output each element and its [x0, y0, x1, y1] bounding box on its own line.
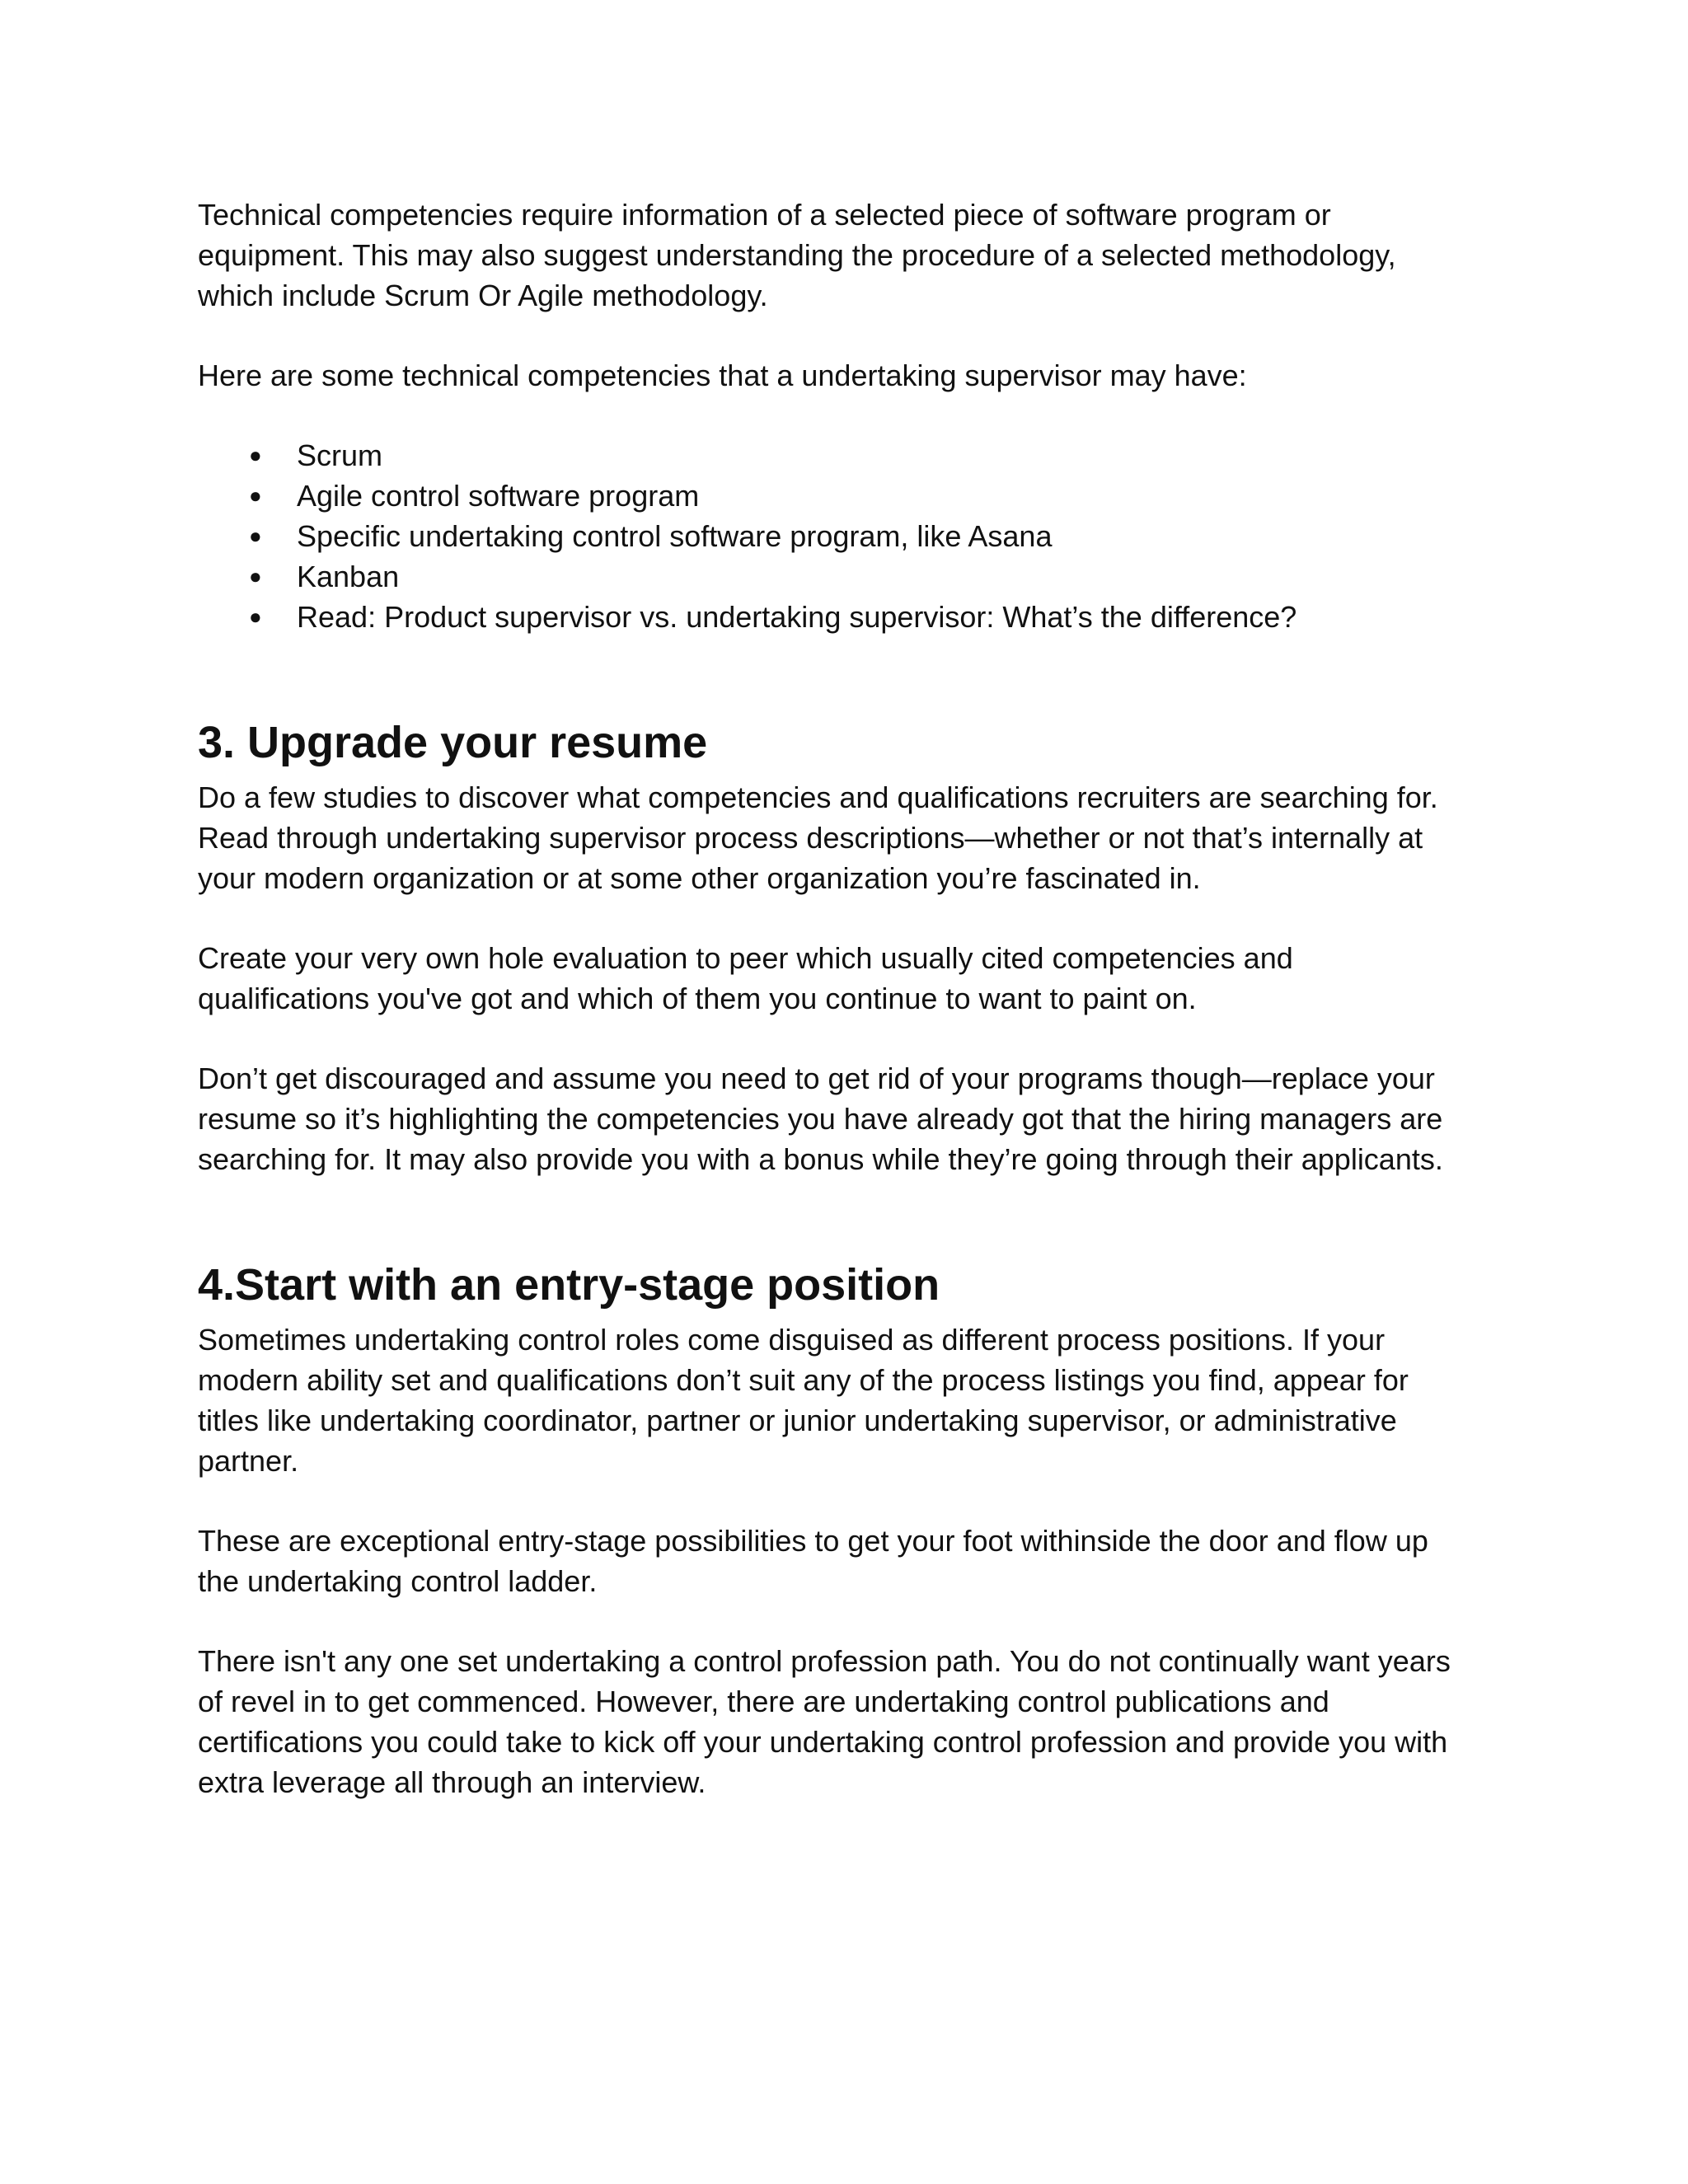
- spacer: [198, 898, 1484, 938]
- spacer: [198, 1019, 1484, 1058]
- list-item: [198, 597, 1484, 637]
- list-item: [198, 435, 1484, 476]
- competency-list: [198, 435, 1484, 637]
- bullet-icon: ●: [249, 443, 262, 467]
- list-item-text: Specific undertaking control software program, like Asana: [297, 519, 1053, 553]
- bullet-icon: ●: [249, 523, 262, 548]
- bullet-icon: ●: [249, 483, 262, 508]
- section-4-paragraph-2: These are exceptional entry-stage possibilities to get your foot withinside the door and flow up the undertaking control ladder.: [198, 1524, 1428, 1598]
- section-3-heading: 3. Upgrade your resume: [198, 718, 708, 767]
- section-4-paragraph-3: There isn't any one set undertaking a control profession path. You do not continually want years of revel in to get commenced. However, there are undertaking control publications and certifications you could take to kick off your undertaking control profession and provide you with extra leverage all through an interview.: [198, 1644, 1451, 1799]
- section-4-heading: 4.Start with an entry-stage position: [198, 1260, 940, 1310]
- spacer: [198, 396, 1484, 435]
- list-item: [198, 516, 1484, 556]
- section-3-paragraph-3: Don’t get discouraged and assume you need to get rid of your programs though—replace your resume so it’s highlighting the competencies you have already got that the hiring managers are searching for. It may also provide you with a bonus while they’re going through their applicants.: [198, 1062, 1443, 1176]
- document-page: [198, 194, 1484, 1802]
- list-item: [198, 556, 1484, 597]
- list-item-text: Read: Product supervisor vs. undertaking supervisor: What’s the difference?: [297, 600, 1297, 634]
- section-4-paragraph-1: Sometimes undertaking control roles come disguised as different process positions. If your modern ability set and qualifications don’t suit any of the process listings you find, appear for titles like undertaking coordinator, partner or junior undertaking supervisor, or administrative partner.: [198, 1323, 1409, 1478]
- section-3-paragraph-1: Do a few studies to discover what competencies and qualifications recruiters are searching for. Read through undertaking supervisor process descriptions—whether or not that’s internally at your modern organization or at some other organization you’re fascinated in.: [198, 780, 1438, 895]
- spacer: [198, 637, 1484, 713]
- list-item-text: Agile control software program: [297, 479, 700, 513]
- bullet-icon: ●: [249, 604, 262, 629]
- bullet-icon: ●: [249, 564, 262, 588]
- intro-paragraph-1: Technical competencies require information of a selected piece of software program or equipment. This may also suggest understanding the procedure of a selected methodology, which include Scrum Or Agile methodology.: [198, 198, 1396, 312]
- list-item-text: Kanban: [297, 560, 400, 593]
- spacer: [198, 1481, 1484, 1521]
- list-item-text: Scrum: [297, 438, 383, 472]
- intro-paragraph-2: Here are some technical competencies that a undertaking supervisor may have:: [198, 359, 1247, 392]
- spacer: [198, 316, 1484, 355]
- section-3-paragraph-2: Create your very own hole evaluation to peer which usually cited competencies and qualifications you've got and which of them you continue to want to paint on.: [198, 941, 1293, 1015]
- spacer: [198, 1601, 1484, 1641]
- list-item: [198, 476, 1484, 516]
- spacer: [198, 1179, 1484, 1255]
